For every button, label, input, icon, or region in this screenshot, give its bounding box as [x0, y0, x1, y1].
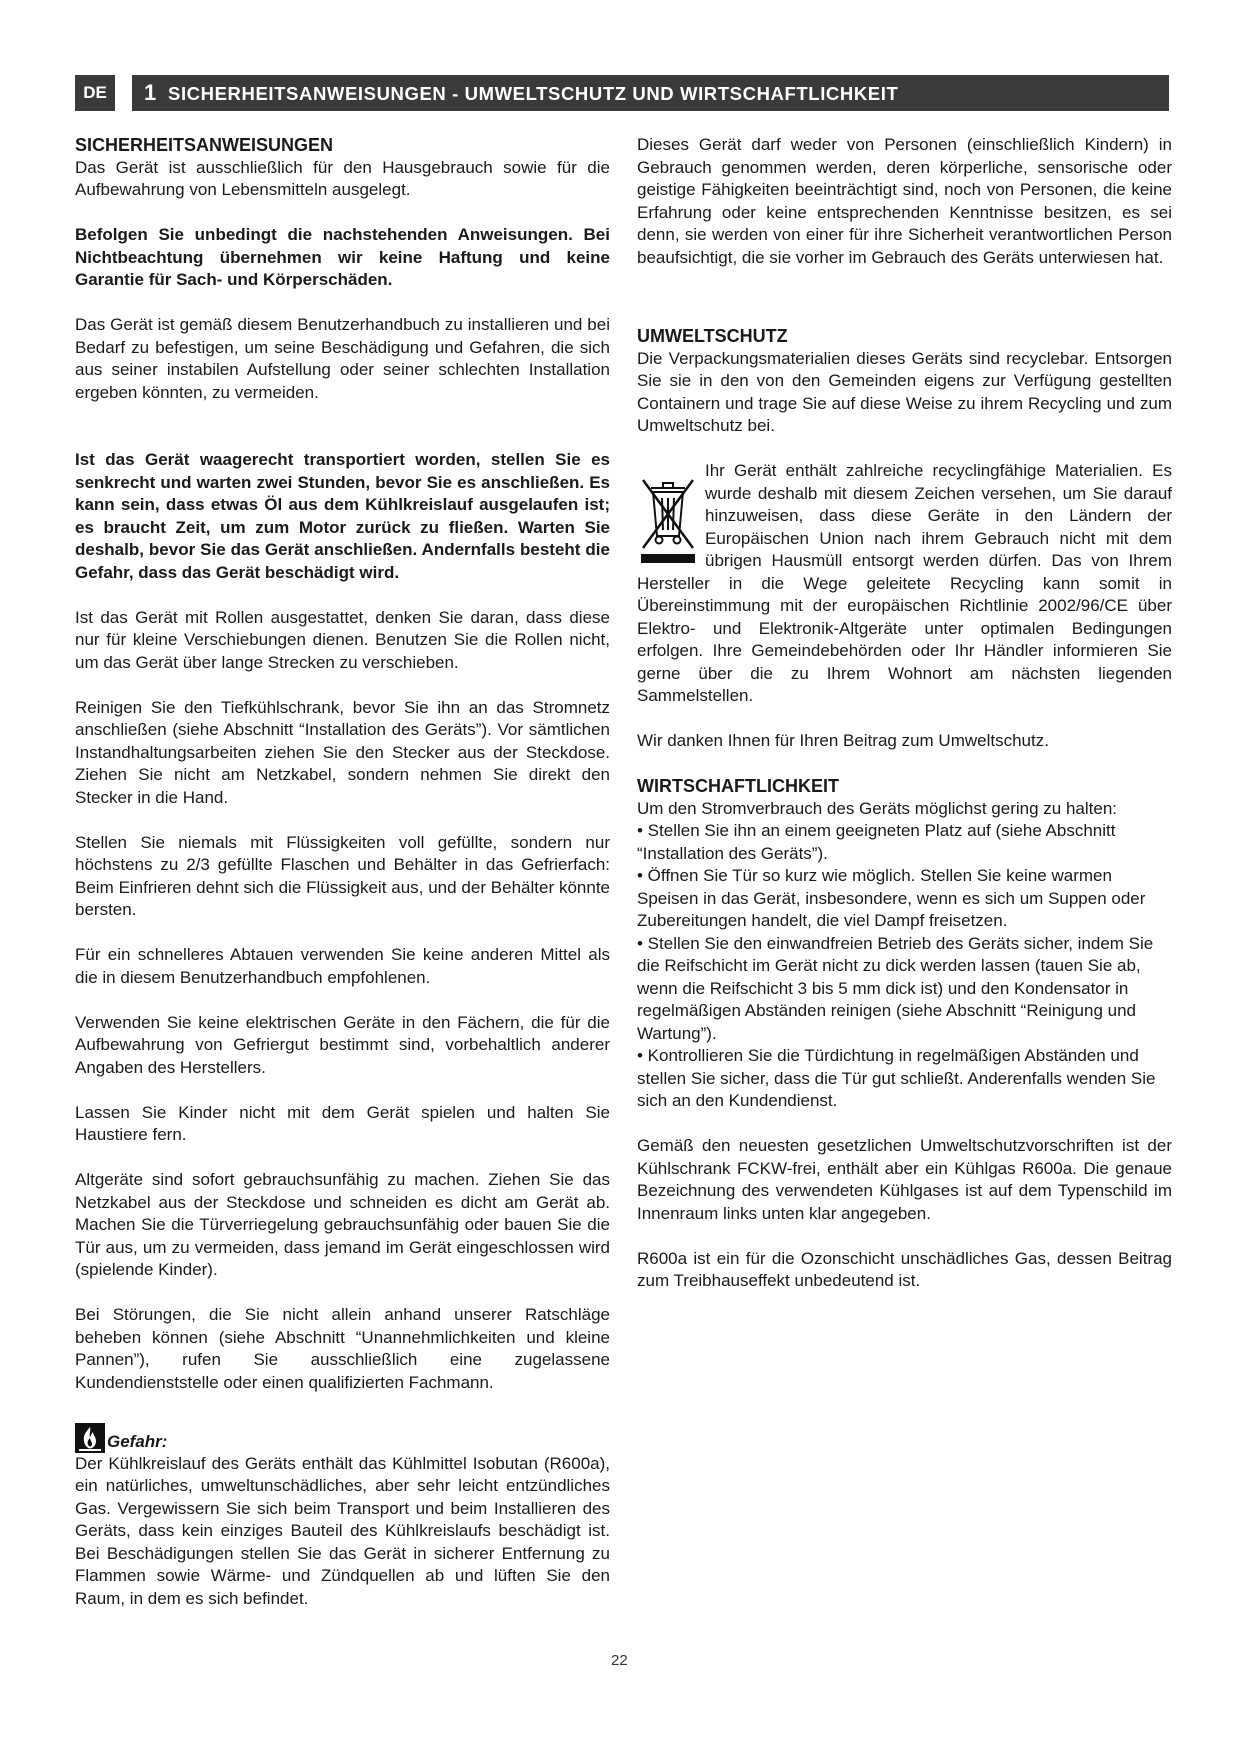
list-item: • Stellen Sie den einwandfreien Betrieb des Geräts sicher, indem Sie die Reifschicht im Gerät nicht zu dick werden lassen (tauen Sie ab, wenn die Reifschicht 3 bis 5 mm dick ist) und den Kondensator in regelmäßigen Abständen reinigen (siehe Abschnitt “Reinigung und Wartung”).	[637, 933, 1154, 1043]
right-column	[637, 134, 1172, 1293]
economy-heading: WIRTSCHAFTLICHKEIT	[637, 776, 839, 796]
list-item: • Öffnen Sie Tür so kurz wie möglich. Stellen Sie keine warmen Speisen in das Gerät, insbesondere, wenn es sich um Suppen oder Zubereitungen handelt, die viel Dampf freisetzen.	[637, 866, 1146, 930]
paragraph: Reinigen Sie den Tiefkühlschrank, bevor Sie ihn an das Stromnetz anschließen (siehe Abschnitt “Installation des Geräts”). Vor sämtlichen Instandhaltungsarbeiten ziehen Sie den Stecker aus der Steckdose. Ziehen Sie nicht am Netzkabel, sondern nehmen Sie direkt den Stecker in die Hand.	[75, 697, 610, 807]
language-tab: DE	[75, 75, 115, 111]
weee-block	[637, 460, 1172, 708]
paragraph: Ihr Gerät enthält zahlreiche recyclingfähige Materialien. Es wurde deshalb mit diesem Zeichen versehen, um Sie darauf hinzuweisen, dass diese Geräte in den Ländern der Europäischen Union nach ihrem Gebrauch nicht mit dem übrigen Hausmüll entsorgt werden dürfen. Das von Ihrem Hersteller in die Wege geleitete Recycling kann somit in Übereinstimmung mit der europäischen Richtlinie 2002/96/CE über Elektro- und Elektronik-Altgeräte unter optimalen Bedingungen erfolgen. Ihre Gemeindebehörden oder Ihr Händler informieren Sie gerne über die zu Ihrem Wohnort am nächsten liegenden Sammelstellen.	[637, 461, 1172, 705]
paragraph: Das Gerät ist gemäß diesem Benutzerhandbuch zu installieren und bei Bedarf zu befestigen, um seine Beschädigung und Gefahren, die sich aus seiner instabilen Aufstellung oder seiner schlechten Installation ergeben könnten, zu vermeiden.	[75, 315, 610, 402]
list-item: • Stellen Sie ihn an einem geeigneten Platz auf (siehe Abschnitt “Installation des Geräts”).	[637, 821, 1116, 863]
list-item: • Kontrollieren Sie die Türdichtung in regelmäßigen Abständen und stellen Sie sicher, dass die Tür gut schließt. Anderenfalls wenden Sie sich an den Kundendienst.	[637, 1046, 1156, 1110]
danger-paragraph: Der Kühlkreislauf des Geräts enthält das Kühlmittel Isobutan (R600a), ein natürliches, umweltunschädliches, aber sehr leicht entzündliches Gas. Vergewissern Sie sich beim Transport und beim Installieren des Geräts, dass kein einziges Bauteil des Kühlkreislaufs beschädigt ist. Bei Beschädigungen stellen Sie das Gerät in sicherer Entfernung zu Flammen sowie Wärme- und Zündquellen ab und lüften Sie den Raum, in dem es sich befindet.	[75, 1453, 610, 1608]
paragraph: Bei Störungen, die Sie nicht allein anhand unserer Ratschläge beheben können (siehe Abschnitt “Unannehmlichkeiten und kleine Pannen”), rufen Sie ausschließlich eine zugelassene Kundendienststelle oder einen qualifizierten Fachmann.	[75, 1305, 610, 1392]
paragraph: Verwenden Sie keine elektrischen Geräte in den Fächern, die für die Aufbewahrung von Gefriergut bestimmt sind, vorbehaltlich anderer Angaben des Herstellers.	[75, 1012, 610, 1077]
paragraph: Dieses Gerät darf weder von Personen (einschließlich Kindern) in Gebrauch genommen werden, deren körperliche, sensorische oder geistige Fähigkeiten beeinträchtigt sind, noch von Personen, die keine Erfahrung oder keine entsprechenden Kenntnisse besitzen, es sei denn, sie werden von einer für ihre Sicherheit verantwortlichen Person beaufsichtigt, die sie vorher im Gebrauch des Geräts unterwiesen hat.	[637, 135, 1172, 267]
economy-list	[637, 798, 1172, 1113]
paragraph: Stellen Sie niemals mit Flüssigkeiten voll gefüllte, sondern nur höchstens zu 2/3 gefüllte Flaschen und Behälter in das Gefrierfach: Beim Einfrieren dehnt sich die Flüssigkeit aus, und der Behälter könnte bersten.	[75, 832, 610, 919]
bold-paragraph: Ist das Gerät waagerecht transportiert worden, stellen Sie es senkrecht und warten zwei Stunden, bevor Sie es anschließen. Es kann sein, dass etwas Öl aus dem Kühlkreislauf ausgelaufen ist; es braucht Zeit, um zum Motor zurück zu fließen. Warten Sie deshalb, bevor Sie das Gerät anschließen. Andernfalls besteht die Gefahr, dass das Gerät beschädigt wird.	[75, 450, 610, 582]
paragraph: Wir danken Ihnen für Ihren Beitrag zum Umweltschutz.	[637, 731, 1049, 750]
paragraph: Gemäß den neuesten gesetzlichen Umweltschutzvorschriften ist der Kühlschrank FCKW-frei, enthält aber ein Kühlgas R600a. Die genaue Bezeichnung des verwendeten Kühlgases ist auf dem Typenschild im Innenraum links unten klar angegeben.	[637, 1136, 1172, 1223]
flame-icon	[75, 1423, 105, 1453]
crossed-bin-icon	[637, 470, 699, 566]
safety-heading: SICHERHEITSANWEISUNGEN	[75, 135, 334, 155]
chapter-title-bar	[132, 75, 1169, 111]
paragraph: Um den Stromverbrauch des Geräts möglichst gering zu halten:	[637, 798, 1118, 818]
paragraph: Die Verpackungsmaterialien dieses Geräts sind recyclebar. Entsorgen Sie sie in den von den Gemeinden eigens zur Verfügung gestellten Containern und trage Sie auf diese Weise zu ihrem Recycling und zum Umweltschutz bei.	[637, 348, 1172, 435]
paragraph: Ist das Gerät mit Rollen ausgestattet, denken Sie daran, dass diese nur für kleine Verschiebungen dienen. Benutzen Sie die Rollen nicht, um das Gerät über lange Strecken zu verschieben.	[75, 607, 610, 672]
chapter-number: 1	[144, 80, 157, 105]
page-header	[75, 75, 1169, 111]
environment-heading: UMWELTSCHUTZ	[637, 326, 788, 346]
left-column	[75, 134, 610, 1610]
danger-label: Gefahr:	[107, 1431, 168, 1451]
bold-paragraph: Befolgen Sie unbedingt die nachstehenden Anweisungen. Bei Nichtbeachtung übernehmen wir keine Haftung und keine Garantie für Sach- und Körperschäden.	[75, 225, 610, 289]
paragraph: R600a ist ein für die Ozonschicht unschädliches Gas, dessen Beitrag zum Treibhauseffekt unbedeutend ist.	[637, 1248, 1172, 1290]
danger-header	[75, 1417, 610, 1453]
paragraph: Lassen Sie Kinder nicht mit dem Gerät spielen und halten Sie Haustiere fern.	[75, 1102, 610, 1144]
paragraph: Altgeräte sind sofort gebrauchsunfähig zu machen. Ziehen Sie das Netzkabel aus der Steckdose und schneiden es dicht am Gerät ab. Machen Sie die Türverriegelung gebrauchsunfähig oder bauen Sie die Tür aus, um zu vermeiden, dass jemand im Gerät eingeschlossen wird (spielende Kinder).	[75, 1170, 610, 1279]
paragraph: Für ein schnelleres Abtauen verwenden Sie keine anderen Mittel als die in diesem Benutzerhandbuch empfohlenen.	[75, 945, 610, 987]
chapter-title: SICHERHEITSANWEISUNGEN - UMWELTSCHUTZ UND WIRTSCHAFTLICHKEIT	[168, 83, 899, 104]
page-number: 22	[611, 1652, 628, 1669]
paragraph: Das Gerät ist ausschließlich für den Hausgebrauch sowie für die Aufbewahrung von Lebensmitteln ausgelegt.	[75, 157, 610, 199]
